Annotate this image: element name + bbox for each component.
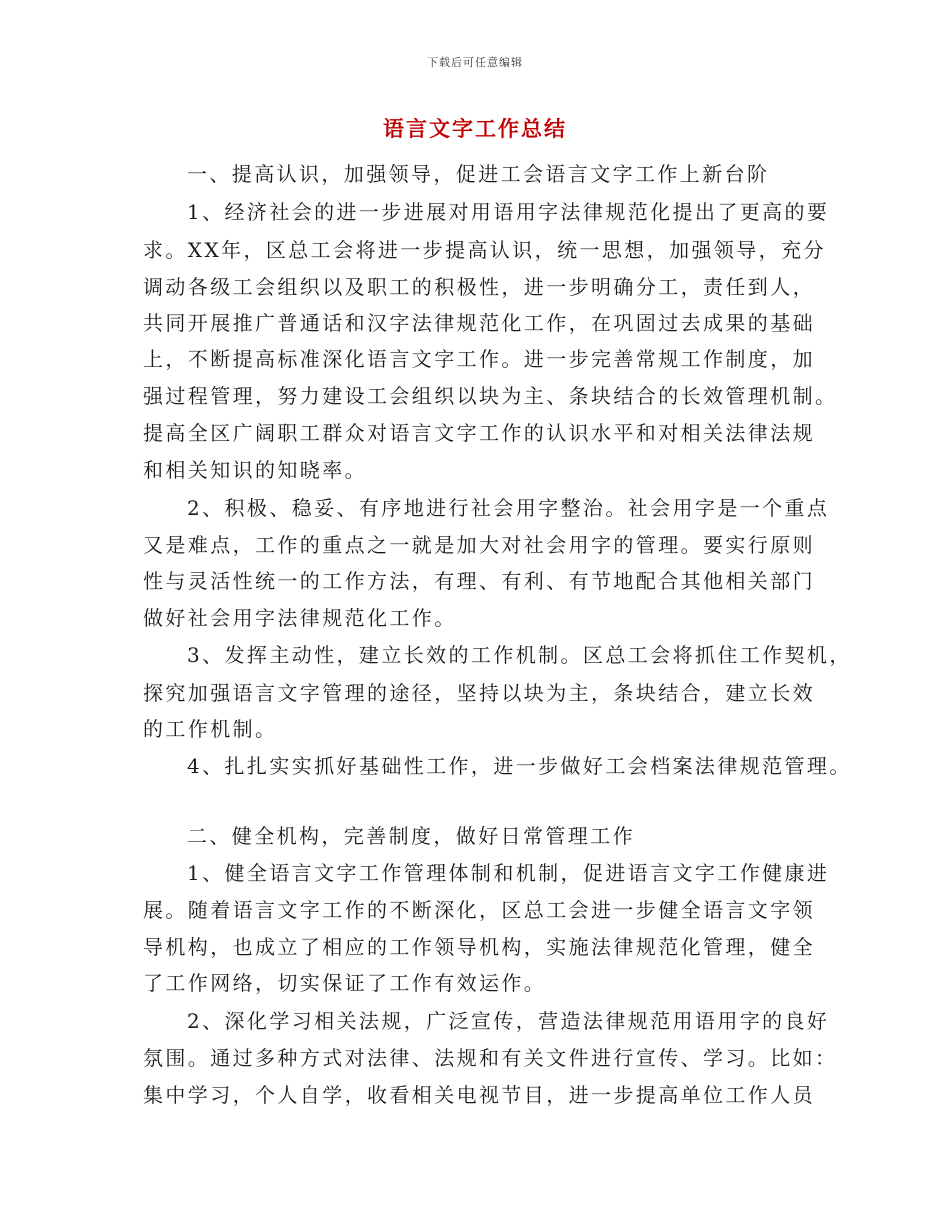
- paragraph-line: 强过程管理，努力建设工会组织以块为主、条块结合的长效管理机制。: [143, 384, 838, 408]
- paragraph-line: 3、发挥主动性，建立长效的工作机制。区总工会将抓住工作契机，: [187, 643, 852, 667]
- paragraph-line: 2、深化学习相关法规，广泛宣传，营造法律规范用语用字的良好: [187, 1009, 830, 1033]
- paragraph-line: 求。XX年，区总工会将进一步提高认识，统一思想，加强领导，充分: [143, 238, 826, 262]
- paragraph-line: 和相关知识的知晓率。: [143, 458, 367, 482]
- paragraph-line: 上，不断提高标准深化语言文字工作。进一步完善常规工作制度，加: [143, 347, 815, 371]
- paragraph-line: 共同开展推广普通话和汉字法律规范化工作，在巩固过去成果的基础: [143, 311, 815, 335]
- paragraph-line: 4、扎扎实实抓好基础性工作，进一步做好工会档案法律规范管理。: [187, 754, 852, 778]
- paragraph-line: 又是难点，工作的重点之一就是加大对社会用字的管理。要实行原则: [143, 533, 815, 557]
- paragraph-line: 2、积极、稳妥、有序地进行社会用字整治。社会用字是一个重点: [187, 496, 830, 520]
- paragraph-line: 1、健全语言文字工作管理体制和机制，促进语言文字工作健康进: [187, 861, 830, 885]
- paragraph-line: 1、经济社会的进一步进展对用语用字法律规范化提出了更高的要: [187, 200, 830, 224]
- paragraph-line: 探究加强语言文字管理的途径，坚持以块为主，条块结合，建立长效: [143, 681, 815, 705]
- paragraph-line: 提高全区广阔职工群众对语言文字工作的认识水平和对相关法律法规: [143, 421, 815, 445]
- paragraph-line: 集中学习，个人自学，收看相关电视节目，进一步提高单位工作人员: [143, 1083, 815, 1107]
- document-title: 语言文字工作总结: [383, 116, 567, 141]
- section-heading-1: 一、提高认识，加强领导，促进工会语言文字工作上新台阶: [187, 162, 770, 186]
- paragraph-line: 调动各级工会组织以及职工的积极性，进一步明确分工，责任到人，: [143, 275, 815, 299]
- paragraph-line: 的工作机制。: [143, 717, 278, 741]
- paragraph-line: 展。随着语言文字工作的不断深化，区总工会进一步健全语言文字领: [143, 898, 815, 922]
- header-note: 下载后可任意编辑: [427, 56, 523, 69]
- paragraph-line: 做好社会用字法律规范化工作。: [143, 606, 457, 630]
- paragraph-line: 性与灵活性统一的工作方法，有理、有利、有节地配合其他相关部门: [143, 569, 815, 593]
- paragraph-line: 导机构，也成立了相应的工作领导机构，实施法律规范化管理，健全: [143, 935, 815, 959]
- section-heading-2: 二、健全机构，完善制度，做好日常管理工作: [187, 824, 635, 848]
- paragraph-line: 了工作网络，切实保证了工作有效运作。: [143, 971, 547, 995]
- paragraph-line: 氛围。通过多种方式对法律、法规和有关文件进行宣传、学习。比如：: [143, 1046, 838, 1070]
